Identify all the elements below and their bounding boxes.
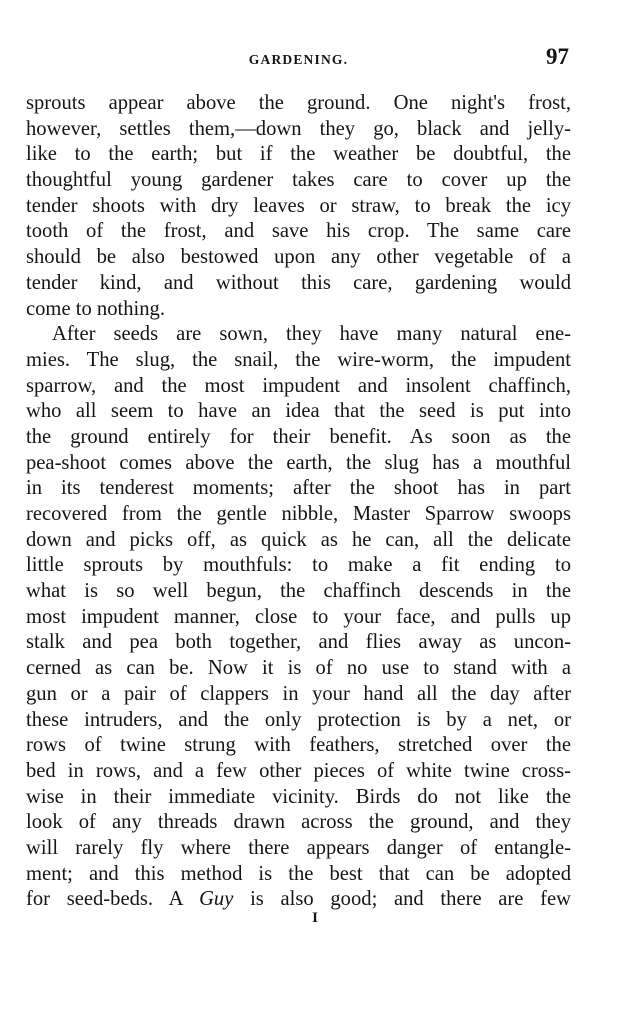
text-line: should be also bestowed upon any other vegetable of a: [26, 246, 571, 269]
running-head: GARDENING.: [248, 52, 349, 67]
page-header: [26, 44, 571, 76]
text-line: gun or a pair of clappers in your hand all the day after: [26, 682, 571, 705]
paragraph-start-line: After seeds are sown, they have many natural ene-: [52, 323, 571, 346]
text-line: who all seem to have an idea that the seed is put into: [26, 400, 571, 423]
final-line-end: is also good; and there are few: [233, 888, 571, 911]
text-line: tender shoots with dry leaves or straw, to break the icy: [26, 194, 571, 217]
text-line: tooth of the frost, and save his crop. The same care: [26, 220, 571, 243]
text-line: sprouts appear above the ground. One night's frost,: [26, 92, 571, 114]
text-line: most impudent manner, close to your face, and pulls up: [26, 605, 571, 628]
body-text: [26, 91, 571, 913]
text-line: rows of twine strung with feathers, stretched over the: [26, 734, 571, 757]
text-line: what is so well begun, the chaffinch descends in the: [26, 580, 571, 603]
text-line: cerned as can be. Now it is of no use to stand with a: [26, 657, 571, 680]
text-line: look of any threads drawn across the ground, and they: [26, 811, 571, 834]
text-line: the ground entirely for their benefit. As soon as the: [26, 425, 571, 448]
text-line: thoughtful young gardener takes care to cover up the: [26, 169, 571, 192]
text-line: tender kind, and without this care, gardening would: [26, 271, 571, 294]
text-line: will rarely fly where there appears danger of entangle-: [26, 836, 571, 859]
text-line: these intruders, and the only protection is by a net, or: [26, 708, 571, 731]
text-line: ment; and this method is the best that can be adopted: [26, 862, 571, 885]
text-line: down and picks off, as quick as he can, all the delicate: [26, 528, 571, 551]
page-number: 97: [546, 44, 569, 69]
text-line: in its tenderest moments; after the shoot has in part: [26, 477, 571, 500]
paragraph-end-line: come to nothing.: [26, 297, 165, 320]
text-line: pea-shoot comes above the earth, the slug has a mouthful: [26, 451, 571, 474]
final-line-start: for seed-beds. A: [26, 888, 200, 911]
signature-mark: I: [312, 910, 318, 926]
text-line: wise in their immediate vicinity. Birds do not like the: [26, 785, 571, 808]
italic-word: Guy: [199, 888, 234, 911]
text-line: little sprouts by mouthfuls: to make a fit ending to: [26, 554, 571, 577]
text-line: bed in rows, and a few other pieces of white twine cross-: [26, 759, 571, 782]
text-line: sparrow, and the most impudent and insolent chaffinch,: [26, 374, 571, 397]
text-line: however, settles them,—down they go, black and jelly-: [26, 117, 571, 140]
text-line: mies. The slug, the snail, the wire-worm, the impudent: [26, 348, 571, 371]
text-line: stalk and pea both together, and flies away as uncon-: [26, 631, 571, 654]
text-line: recovered from the gentle nibble, Master Sparrow swoops: [26, 503, 571, 525]
text-line: like to the earth; but if the weather be doubtful, the: [26, 143, 571, 166]
